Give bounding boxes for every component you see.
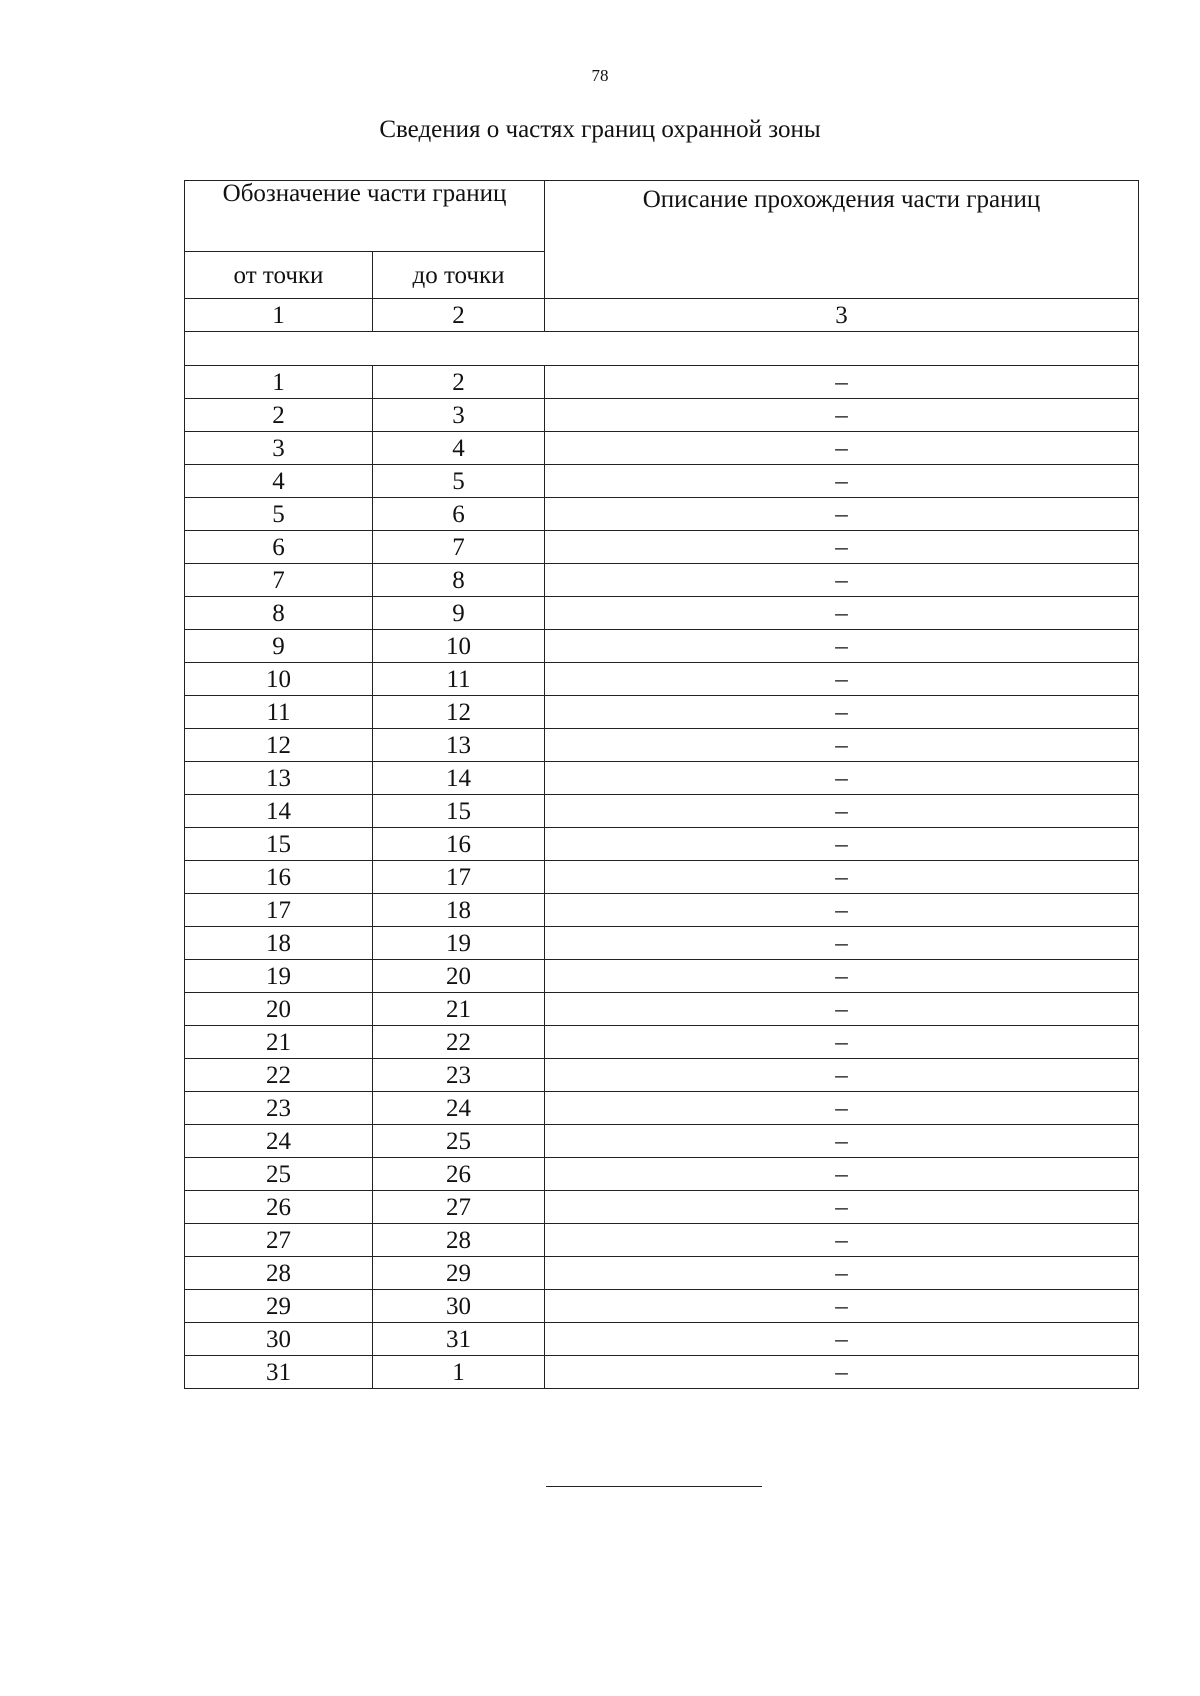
cell-from-point: 13 bbox=[185, 762, 373, 795]
cell-from-point: 3 bbox=[185, 432, 373, 465]
cell-to-point: 5 bbox=[373, 465, 545, 498]
cell-description: – bbox=[545, 597, 1139, 630]
cell-to-point: 25 bbox=[373, 1125, 545, 1158]
table-row bbox=[185, 1125, 1139, 1158]
cell-to-point: 7 bbox=[373, 531, 545, 564]
cell-to-point: 24 bbox=[373, 1092, 545, 1125]
cell-to-point: 2 bbox=[373, 366, 545, 399]
cell-from-point: 12 bbox=[185, 729, 373, 762]
cell-from-point: 8 bbox=[185, 597, 373, 630]
cell-from-point: 5 bbox=[185, 498, 373, 531]
table-row bbox=[185, 1257, 1139, 1290]
cell-to-point: 3 bbox=[373, 399, 545, 432]
cell-description: – bbox=[545, 465, 1139, 498]
table-row bbox=[185, 960, 1139, 993]
cell-from-point: 18 bbox=[185, 927, 373, 960]
cell-description: – bbox=[545, 795, 1139, 828]
cell-from-point: 11 bbox=[185, 696, 373, 729]
cell-to-point: 4 bbox=[373, 432, 545, 465]
table-row bbox=[185, 1026, 1139, 1059]
cell-description: – bbox=[545, 960, 1139, 993]
cell-to-point: 26 bbox=[373, 1158, 545, 1191]
cell-description: – bbox=[545, 1356, 1139, 1389]
cell-to-point: 12 bbox=[373, 696, 545, 729]
cell-description: – bbox=[545, 729, 1139, 762]
cell-description: – bbox=[545, 399, 1139, 432]
cell-from-point: 27 bbox=[185, 1224, 373, 1257]
cell-from-point: 21 bbox=[185, 1026, 373, 1059]
header-row-group bbox=[185, 181, 1139, 252]
cell-description: – bbox=[545, 894, 1139, 927]
cell-description: – bbox=[545, 366, 1139, 399]
cell-description: – bbox=[545, 1224, 1139, 1257]
cell-from-point: 7 bbox=[185, 564, 373, 597]
cell-from-point: 4 bbox=[185, 465, 373, 498]
table-row bbox=[185, 1290, 1139, 1323]
cell-to-point: 17 bbox=[373, 861, 545, 894]
table-row bbox=[185, 795, 1139, 828]
cell-description: – bbox=[545, 1290, 1139, 1323]
table-row bbox=[185, 1059, 1139, 1092]
cell-to-point: 22 bbox=[373, 1026, 545, 1059]
header-boundary-designation: Обозначение части границ bbox=[185, 181, 545, 252]
cell-description: – bbox=[545, 663, 1139, 696]
cell-to-point: 19 bbox=[373, 927, 545, 960]
cell-from-point: 23 bbox=[185, 1092, 373, 1125]
column-number-2: 2 bbox=[373, 299, 545, 332]
cell-description: – bbox=[545, 531, 1139, 564]
cell-from-point: 19 bbox=[185, 960, 373, 993]
cell-from-point: 24 bbox=[185, 1125, 373, 1158]
cell-to-point: 29 bbox=[373, 1257, 545, 1290]
cell-to-point: 21 bbox=[373, 993, 545, 1026]
cell-from-point: 16 bbox=[185, 861, 373, 894]
cell-description: – bbox=[545, 1125, 1139, 1158]
cell-from-point: 2 bbox=[185, 399, 373, 432]
cell-from-point: 1 bbox=[185, 366, 373, 399]
table-row bbox=[185, 993, 1139, 1026]
cell-from-point: 14 bbox=[185, 795, 373, 828]
boundary-parts-table bbox=[184, 180, 1139, 1389]
header-from-point: от точки bbox=[185, 252, 373, 299]
cell-from-point: 10 bbox=[185, 663, 373, 696]
table-row bbox=[185, 498, 1139, 531]
cell-from-point: 30 bbox=[185, 1323, 373, 1356]
cell-description: – bbox=[545, 696, 1139, 729]
cell-from-point: 25 bbox=[185, 1158, 373, 1191]
cell-from-point: 28 bbox=[185, 1257, 373, 1290]
cell-to-point: 30 bbox=[373, 1290, 545, 1323]
column-number-1: 1 bbox=[185, 299, 373, 332]
cell-description: – bbox=[545, 1323, 1139, 1356]
cell-from-point: 29 bbox=[185, 1290, 373, 1323]
cell-from-point: 15 bbox=[185, 828, 373, 861]
document-title: Сведения о частях границ охранной зоны bbox=[379, 116, 821, 143]
cell-to-point: 18 bbox=[373, 894, 545, 927]
table-row bbox=[185, 762, 1139, 795]
page-number: 78 bbox=[591, 66, 609, 85]
cell-to-point: 13 bbox=[373, 729, 545, 762]
footer-separator-line bbox=[546, 1486, 762, 1487]
cell-description: – bbox=[545, 993, 1139, 1026]
cell-from-point: 31 bbox=[185, 1356, 373, 1389]
cell-to-point: 10 bbox=[373, 630, 545, 663]
table-row bbox=[185, 432, 1139, 465]
table-row bbox=[185, 531, 1139, 564]
cell-to-point: 11 bbox=[373, 663, 545, 696]
cell-to-point: 28 bbox=[373, 1224, 545, 1257]
cell-to-point: 16 bbox=[373, 828, 545, 861]
cell-description: – bbox=[545, 1092, 1139, 1125]
cell-to-point: 23 bbox=[373, 1059, 545, 1092]
cell-to-point: 14 bbox=[373, 762, 545, 795]
section-blank-cell bbox=[185, 332, 1139, 366]
table-row bbox=[185, 696, 1139, 729]
table-row bbox=[185, 597, 1139, 630]
cell-from-point: 6 bbox=[185, 531, 373, 564]
cell-from-point: 26 bbox=[185, 1191, 373, 1224]
table-row bbox=[185, 828, 1139, 861]
cell-description: – bbox=[545, 861, 1139, 894]
header-description: Описание прохождения части границ bbox=[545, 181, 1139, 299]
cell-from-point: 22 bbox=[185, 1059, 373, 1092]
cell-description: – bbox=[545, 564, 1139, 597]
table-row bbox=[185, 465, 1139, 498]
table-row bbox=[185, 1323, 1139, 1356]
cell-description: – bbox=[545, 927, 1139, 960]
cell-description: – bbox=[545, 1191, 1139, 1224]
cell-to-point: 20 bbox=[373, 960, 545, 993]
cell-to-point: 8 bbox=[373, 564, 545, 597]
table-row bbox=[185, 366, 1139, 399]
header-to-point: до точки bbox=[373, 252, 545, 299]
cell-from-point: 9 bbox=[185, 630, 373, 663]
cell-to-point: 6 bbox=[373, 498, 545, 531]
cell-description: – bbox=[545, 1257, 1139, 1290]
table-row bbox=[185, 1158, 1139, 1191]
table-row bbox=[185, 1191, 1139, 1224]
cell-to-point: 1 bbox=[373, 1356, 545, 1389]
cell-to-point: 31 bbox=[373, 1323, 545, 1356]
table-body bbox=[185, 181, 1139, 1389]
table-row bbox=[185, 564, 1139, 597]
section-blank-row bbox=[185, 332, 1139, 366]
table-row bbox=[185, 630, 1139, 663]
table-row bbox=[185, 927, 1139, 960]
cell-from-point: 17 bbox=[185, 894, 373, 927]
table-row bbox=[185, 861, 1139, 894]
cell-description: – bbox=[545, 630, 1139, 663]
column-number-3: 3 bbox=[545, 299, 1139, 332]
table-row bbox=[185, 663, 1139, 696]
cell-description: – bbox=[545, 498, 1139, 531]
cell-to-point: 27 bbox=[373, 1191, 545, 1224]
cell-to-point: 9 bbox=[373, 597, 545, 630]
cell-description: – bbox=[545, 432, 1139, 465]
table-row bbox=[185, 1224, 1139, 1257]
cell-description: – bbox=[545, 762, 1139, 795]
table-row bbox=[185, 1356, 1139, 1389]
cell-description: – bbox=[545, 1158, 1139, 1191]
table-row bbox=[185, 729, 1139, 762]
table-row bbox=[185, 1092, 1139, 1125]
cell-from-point: 20 bbox=[185, 993, 373, 1026]
cell-description: – bbox=[545, 828, 1139, 861]
cell-description: – bbox=[545, 1026, 1139, 1059]
column-number-row bbox=[185, 299, 1139, 332]
table-row bbox=[185, 894, 1139, 927]
cell-description: – bbox=[545, 1059, 1139, 1092]
table-row bbox=[185, 399, 1139, 432]
cell-to-point: 15 bbox=[373, 795, 545, 828]
